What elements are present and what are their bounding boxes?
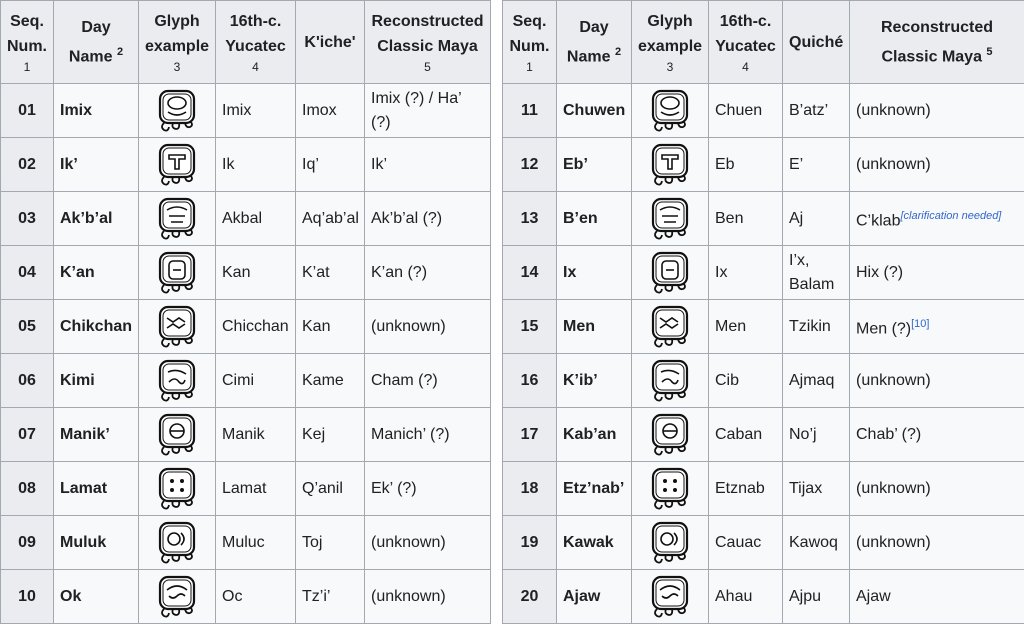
glyph-cell (632, 516, 709, 570)
reconstructed-text: Chab’ (?) (856, 425, 922, 443)
header-reconstructed[interactable]: Reconstructed Classic Maya 5 (365, 1, 491, 84)
reconstructed-text: K’an (?) (371, 263, 428, 281)
reconstructed-cell (365, 192, 491, 246)
glyph-cell (139, 84, 216, 138)
seq-num-cell: 07 (1, 408, 54, 462)
reconstructed-cell (850, 138, 1024, 192)
yucatec-cell: Cimi (216, 354, 296, 408)
kiche-cell: Ajpu (783, 570, 850, 624)
ajaw-glyph-icon[interactable] (632, 574, 708, 620)
reconstructed-text: Ik’ (371, 155, 387, 173)
kiche-cell: Kame (296, 354, 365, 408)
table-row (1, 138, 491, 192)
yucatec-cell: Ix (709, 246, 783, 300)
seq-num-cell: 06 (1, 354, 54, 408)
reconstructed-text: Imix (?) / Ha’ (?) (371, 89, 462, 131)
yucatec-cell: Ben (709, 192, 783, 246)
reconstructed-cell (365, 462, 491, 516)
kawak-glyph-icon[interactable] (632, 520, 708, 566)
kiche-cell: K’at (296, 246, 365, 300)
header-glyph[interactable]: Glyph example 3 (632, 1, 709, 84)
glyph-cell (632, 192, 709, 246)
day-names-table-left (0, 0, 491, 624)
table-row (503, 462, 1024, 516)
seq-num-cell: 08 (1, 462, 54, 516)
reconstructed-text: (unknown) (856, 533, 931, 551)
yucatec-cell: Cauac (709, 516, 783, 570)
glyph-cell (632, 408, 709, 462)
glyph-cell (139, 138, 216, 192)
yucatec-cell: Chicchan (216, 300, 296, 354)
eb-glyph-icon[interactable] (632, 142, 708, 188)
kiche-cell: Ajmaq (783, 354, 850, 408)
chuwen-glyph-icon[interactable] (632, 88, 708, 134)
imix-glyph-icon[interactable] (139, 88, 215, 134)
reconstructed-cell (365, 300, 491, 354)
day-name-cell: Manik’ (54, 408, 139, 462)
header-kiche[interactable]: K'iche' (296, 1, 365, 84)
kiche-cell: E’ (783, 138, 850, 192)
yucatec-cell: Etznab (709, 462, 783, 516)
yucatec-cell: Cib (709, 354, 783, 408)
kiche-cell: No’j (783, 408, 850, 462)
seq-num-cell: 20 (503, 570, 557, 624)
table-row (1, 570, 491, 624)
seq-num-cell: 10 (1, 570, 54, 624)
glyph-cell (632, 300, 709, 354)
reconstructed-cell (850, 462, 1024, 516)
men-glyph-icon[interactable] (632, 304, 708, 350)
table-row (503, 138, 1024, 192)
header-day-name[interactable]: Day Name $^2$ (54, 1, 139, 84)
seq-num-cell: 17 (503, 408, 557, 462)
reconstructed-cell (850, 246, 1024, 300)
glyph-cell (139, 354, 216, 408)
day-name-cell: K’an (54, 246, 139, 300)
reconstructed-cell (365, 138, 491, 192)
ik-glyph-icon[interactable] (139, 142, 215, 188)
yucatec-cell: Ahau (709, 570, 783, 624)
table-row (1, 84, 491, 138)
yucatec-cell: Caban (709, 408, 783, 462)
kiche-cell: Aq’ab’al (296, 192, 365, 246)
lamat-glyph-icon[interactable] (139, 466, 215, 512)
yucatec-cell: Chuen (709, 84, 783, 138)
kiche-cell: Tz’i’ (296, 570, 365, 624)
ix-glyph-icon[interactable] (632, 250, 708, 296)
reconstructed-cell (850, 84, 1024, 138)
kiche-cell: Toj (296, 516, 365, 570)
glyph-cell (139, 516, 216, 570)
table-row (1, 516, 491, 570)
etznab-glyph-icon[interactable] (632, 466, 708, 512)
kiche-cell: Aj (783, 192, 850, 246)
kiche-cell: Kawoq (783, 516, 850, 570)
citation-link[interactable]: [10] (911, 317, 930, 330)
table-row (503, 246, 1024, 300)
table-row (1, 246, 491, 300)
reconstructed-cell (850, 570, 1024, 624)
reconstructed-cell (850, 408, 1024, 462)
kaban-glyph-icon[interactable] (632, 412, 708, 458)
glyph-cell (139, 192, 216, 246)
chikchan-glyph-icon[interactable] (139, 304, 215, 350)
reconstructed-text: Hix (?) (856, 263, 904, 281)
kiche-cell: Kan (296, 300, 365, 354)
day-name-cell: Ak’b’al (54, 192, 139, 246)
kiche-cell: Tijax (783, 462, 850, 516)
reconstructed-text: (unknown) (856, 371, 931, 389)
yucatec-cell: Muluc (216, 516, 296, 570)
seq-num-cell: 11 (503, 84, 557, 138)
seq-num-cell: 14 (503, 246, 557, 300)
header-day-name[interactable]: Day Name $^2$ (557, 1, 632, 84)
table-row (1, 408, 491, 462)
day-name-cell: Ik’ (54, 138, 139, 192)
reconstructed-text: (unknown) (371, 317, 446, 335)
header-yucatec[interactable]: 16th-c. Yucatec 4 (709, 1, 783, 84)
reconstructed-text: C’klab (856, 212, 901, 230)
glyph-cell (632, 246, 709, 300)
reconstructed-cell (365, 246, 491, 300)
reconstructed-text: Men (?) (856, 320, 912, 338)
seq-num-cell: 16 (503, 354, 557, 408)
kiche-cell: Imox (296, 84, 365, 138)
reconstructed-text: Manich’ (?) (371, 425, 450, 443)
seq-num-cell: 13 (503, 192, 557, 246)
day-name-cell: Kab’an (557, 408, 632, 462)
glyph-cell (632, 570, 709, 624)
seq-num-cell: 09 (1, 516, 54, 570)
reconstructed-cell (850, 516, 1024, 570)
clarification-needed-link[interactable]: [clarification needed] (900, 209, 1002, 222)
seq-num-cell: 15 (503, 300, 557, 354)
seq-num-cell: 03 (1, 192, 54, 246)
glyph-cell (139, 300, 216, 354)
glyph-cell (139, 462, 216, 516)
reconstructed-cell (850, 192, 1024, 246)
table-row (503, 300, 1024, 354)
yucatec-cell: Eb (709, 138, 783, 192)
reconstructed-cell (365, 516, 491, 570)
reconstructed-cell (365, 408, 491, 462)
header-yucatec[interactable]: 16th-c. Yucatec 4 (216, 1, 296, 84)
reconstructed-cell (365, 354, 491, 408)
yucatec-cell: Kan (216, 246, 296, 300)
table-header-row (1, 1, 491, 84)
day-name-cell: Kimi (54, 354, 139, 408)
day-name-cell: Etz’nab’ (557, 462, 632, 516)
reconstructed-text: Ajaw (856, 587, 891, 605)
glyph-cell (139, 408, 216, 462)
table-row (503, 84, 1024, 138)
day-name-cell: Imix (54, 84, 139, 138)
glyph-cell (139, 246, 216, 300)
table-row (503, 570, 1024, 624)
yucatec-cell: Ik (216, 138, 296, 192)
ben-glyph-icon[interactable] (632, 196, 708, 242)
glyph-cell (139, 570, 216, 624)
day-name-cell: Men (557, 300, 632, 354)
manik-glyph-icon[interactable] (139, 412, 215, 458)
seq-num-cell: 01 (1, 84, 54, 138)
day-name-cell: Kawak (557, 516, 632, 570)
kiche-cell: Q’anil (296, 462, 365, 516)
reconstructed-text: Cham (?) (371, 371, 438, 389)
seq-num-cell: 04 (1, 246, 54, 300)
reconstructed-text: (unknown) (856, 479, 931, 497)
yucatec-cell: Akbal (216, 192, 296, 246)
seq-num-cell: 19 (503, 516, 557, 570)
table-row (1, 192, 491, 246)
kiche-cell: Iq’ (296, 138, 365, 192)
kib-glyph-icon[interactable] (632, 358, 708, 404)
yucatec-cell: Imix (216, 84, 296, 138)
reconstructed-text: (unknown) (371, 587, 446, 605)
kiche-cell: B’atz’ (783, 84, 850, 138)
muluk-glyph-icon[interactable] (139, 520, 215, 566)
seq-num-cell: 05 (1, 300, 54, 354)
day-name-cell: K’ib’ (557, 354, 632, 408)
day-name-cell: Ix (557, 246, 632, 300)
kiche-cell: Tzikin (783, 300, 850, 354)
header-quiche[interactable]: Quiché (783, 1, 850, 84)
seq-num-cell: 18 (503, 462, 557, 516)
reconstructed-cell (850, 354, 1024, 408)
day-name-cell: Chuwen (557, 84, 632, 138)
table-row (503, 516, 1024, 570)
day-name-cell: Ajaw (557, 570, 632, 624)
reconstructed-cell (365, 84, 491, 138)
header-seq[interactable]: Seq. Num. 1 (1, 1, 54, 84)
day-names-table-right (502, 0, 1024, 624)
table-row (503, 408, 1024, 462)
header-glyph[interactable]: Glyph example 3 (139, 1, 216, 84)
reconstructed-text: Ak’b’al (?) (371, 209, 443, 227)
akbal-glyph-icon[interactable] (139, 196, 215, 242)
yucatec-cell: Oc (216, 570, 296, 624)
day-name-cell: Chikchan (54, 300, 139, 354)
kan-glyph-icon[interactable] (139, 250, 215, 296)
reconstructed-cell (365, 570, 491, 624)
table-row (503, 354, 1024, 408)
reconstructed-text: (unknown) (371, 533, 446, 551)
day-name-cell: Lamat (54, 462, 139, 516)
table-row (503, 192, 1024, 246)
seq-num-cell: 12 (503, 138, 557, 192)
reconstructed-cell (850, 300, 1024, 354)
day-name-cell: Ok (54, 570, 139, 624)
yucatec-cell: Lamat (216, 462, 296, 516)
day-name-cell: B’en (557, 192, 632, 246)
glyph-cell (632, 354, 709, 408)
seq-num-cell: 02 (1, 138, 54, 192)
table-header-row (503, 1, 1024, 84)
ok-glyph-icon[interactable] (139, 574, 215, 620)
header-reconstructed[interactable]: Reconstructed Classic Maya $^5$ (850, 1, 1024, 84)
day-name-cell: Eb’ (557, 138, 632, 192)
day-name-cell: Muluk (54, 516, 139, 570)
glyph-cell (632, 462, 709, 516)
kiche-cell: I’x, Balam (783, 246, 850, 300)
header-seq[interactable]: Seq. Num. 1 (503, 1, 557, 84)
yucatec-cell: Manik (216, 408, 296, 462)
kimi-glyph-icon[interactable] (139, 358, 215, 404)
table-row (1, 462, 491, 516)
table-row (1, 300, 491, 354)
table-row (1, 354, 491, 408)
reconstructed-text: Ek’ (?) (371, 479, 417, 497)
kiche-cell: Kej (296, 408, 365, 462)
reconstructed-text: (unknown) (856, 155, 931, 173)
reconstructed-text: (unknown) (856, 101, 931, 119)
glyph-cell (632, 84, 709, 138)
glyph-cell (632, 138, 709, 192)
yucatec-cell: Men (709, 300, 783, 354)
